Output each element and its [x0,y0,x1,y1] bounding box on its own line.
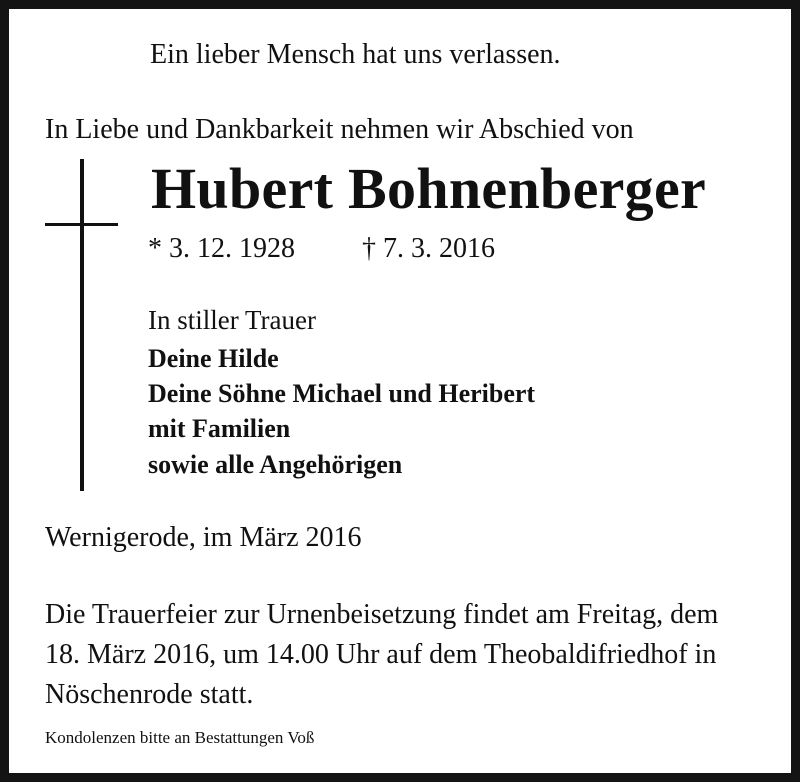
mourning-line: In stiller Trauer [148,305,316,335]
service-line: Die Trauerfeier zur Urnenbeisetzung findet am Freitag, dem [45,599,719,630]
family-line: sowie alle Angehörigen [148,450,403,479]
intro-line: Ein lieber Mensch hat uns verlassen. [150,39,561,70]
service-line: 18. März 2016, um 14.00 Uhr auf dem Theobaldifriedhof in [45,639,717,670]
deceased-name: Hubert Bohnenberger [151,156,707,221]
family-line: Deine Söhne Michael und Heribert [148,379,536,408]
service-line: Nöschenrode statt. [45,679,254,710]
birth-date: * 3. 12. 1928 [148,233,295,264]
service-details [45,595,785,715]
family-line: mit Familien [148,414,291,443]
death-date: † 7. 3. 2016 [362,233,495,264]
cross-icon-bar [45,223,118,226]
place-date: Wernigerode, im März 2016 [45,522,362,553]
farewell-line: In Liebe und Dankbarkeit nehmen wir Abschied von [45,114,634,145]
family-line: Deine Hilde [148,344,279,373]
cross-icon [80,159,84,491]
condolences-note: Kondolenzen bitte an Bestattungen Voß [45,728,315,747]
